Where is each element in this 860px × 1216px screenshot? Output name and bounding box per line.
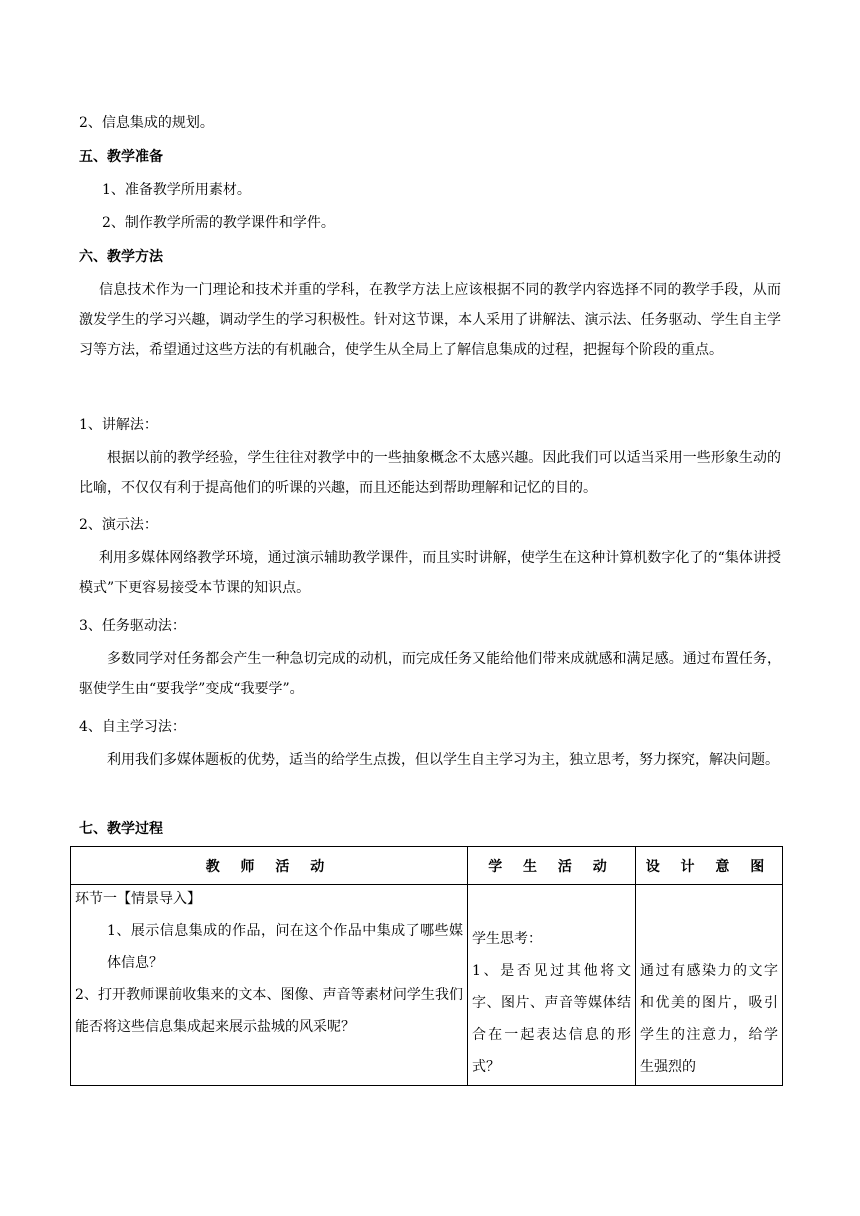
section-heading-preparation: 五、教学准备 <box>79 149 163 165</box>
teacher-item-1: 1、展示信息集成的作品，问在这个作品中集成了哪些媒体信息？ <box>107 923 463 971</box>
table-header-row <box>71 847 783 885</box>
method-2-title: 2、演示法： <box>79 517 158 533</box>
stage-title: 环节一【情景导入】 <box>75 891 201 907</box>
plan-item-2: 2、信息集成的规划。 <box>79 115 214 131</box>
header-student-activity: 学 生 活 动 <box>468 847 636 885</box>
method-1-paragraph: 根据以前的教学经验，学生往往对教学中的一些抽象概念不太感兴趣。因此我们可以适当采用一些形象生动的比喻，不仅仅有利于提高他们的听课的兴趣，而且还能达到帮助理解和记忆的目的。 <box>79 450 781 496</box>
design-intent-cell <box>636 885 783 1086</box>
section-heading-methods: 六、教学方法 <box>79 249 163 265</box>
header-teacher-activity: 教 师 活 动 <box>71 847 468 885</box>
method-3-title: 3、任务驱动法： <box>79 618 186 634</box>
teacher-activity-cell <box>71 885 468 1086</box>
preparation-item-2: 2、制作教学所需的教学课件和学件。 <box>102 215 335 231</box>
method-2-paragraph: 利用多媒体网络教学环境，通过演示辅助教学课件，而且实时讲解，使学生在这种计算机数字化了的“集体讲授模式”下更容易接受本节课的知识点。 <box>79 550 781 596</box>
teacher-item-2: 2、打开教师课前收集来的文本、图像、声音等素材问学生我们能否将这些信息集成起来展示盐城的风采呢？ <box>75 987 463 1035</box>
student-activity-cell <box>468 885 636 1086</box>
section-heading-process: 七、教学过程 <box>79 821 163 837</box>
method-4-title: 4、自主学习法： <box>79 719 186 735</box>
method-1-title: 1、讲解法： <box>79 417 158 433</box>
method-4-paragraph: 利用我们多媒体题板的优势，适当的给学生点拨，但以学生自主学习为主，独立思考，努力探究，解决问题。 <box>107 752 779 768</box>
design-intent-text: 通过有感染力的文字和优美的图片，吸引学生的注意力，给学生强烈的 <box>640 963 778 1075</box>
table-row <box>71 885 783 1086</box>
header-design-intent: 设 计 意 图 <box>636 847 783 885</box>
method-3-paragraph: 多数同学对任务都会产生一种急切完成的动机，而完成任务又能给他们带来成就感和满足感。通过布置任务，驱使学生由“要我学”变成“我要学”。 <box>79 651 781 697</box>
methods-intro-paragraph: 信息技术作为一门理论和技术并重的学科，在教学方法上应该根据不同的教学内容选择不同的教学手段，从而激发学生的学习兴趣，调动学生的学习积极性。针对这节课，本人采用了讲解法、演示法、任务驱动、学生自主学习等方法，希望通过这些方法的有机融合，使学生从全局上了解信息集成的过程，把握每个阶段的重点。 <box>79 282 781 358</box>
preparation-item-1: 1、准备教学所用素材。 <box>102 182 251 198</box>
student-intro: 学生思考： <box>472 931 542 947</box>
student-item-1: 1、是否见过其他将文字、图片、声音等媒体结合在一起表达信息的形式？ <box>472 963 631 1075</box>
teaching-process-table <box>70 846 783 1086</box>
